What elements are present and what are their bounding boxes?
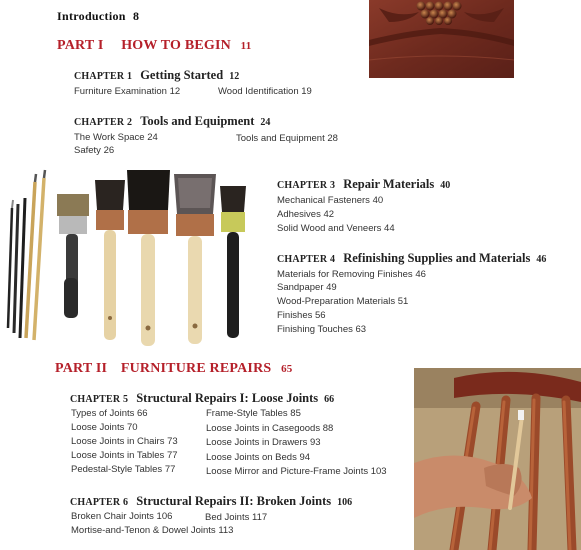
chapter-page: 12 [229,71,240,82]
paint-brushes-illustration [0,168,262,348]
chapter-title: Structural Repairs II: Broken Joints [136,494,332,508]
introduction-page: 8 [133,9,140,23]
carved-wood-photo [369,0,514,78]
chapter-page: 40 [440,180,451,191]
toc-entry: Loose Joints on Beds 94 [206,452,311,463]
chapter-5-heading [70,389,334,407]
chapter-label: CHAPTER 6 [70,497,129,508]
toc-entry: Loose Joints in Casegoods 88 [206,423,334,434]
part-1-heading [57,38,251,54]
chapter-page: 106 [337,497,353,508]
toc-entry: Furniture Examination 12 [74,86,181,97]
chapter-label: CHAPTER 2 [74,117,133,128]
chapter-title: Tools and Equipment [140,114,255,128]
toc-entry: Tools and Equipment 28 [236,133,338,144]
introduction-heading [57,9,139,24]
toc-entry: Loose Joints in Chairs 73 [71,436,178,447]
carved-wood-illustration [369,0,514,78]
part-2-page: 65 [281,363,293,375]
chapter-label: CHAPTER 5 [70,394,129,405]
chair-repair-photo [414,368,581,550]
chapter-1-heading [74,66,239,84]
toc-entry: Broken Chair Joints 106 [71,511,173,522]
toc-entry: Pedestal-Style Tables 77 [71,464,176,475]
toc-entry: Adhesives 42 [277,209,335,220]
toc-entry: Wood Identification 19 [218,86,312,97]
paint-brushes-photo [0,168,262,348]
toc-entry: Loose Joints in Drawers 93 [206,437,321,448]
toc-entry: Solid Wood and Veneers 44 [277,223,395,234]
toc-entry: Loose Joints in Tables 77 [71,450,178,461]
toc-entry: Bed Joints 117 [205,512,268,523]
chapter-page: 46 [536,254,547,265]
chapter-label: CHAPTER 4 [277,254,336,265]
chapter-label: CHAPTER 1 [74,71,133,82]
chapter-title: Getting Started [140,68,224,82]
toc-entry: Mechanical Fasteners 40 [277,195,384,206]
toc-entry: Frame-Style Tables 85 [206,408,301,419]
part-1-title: HOW TO BEGIN [121,38,231,53]
chapter-title: Refinishing Supplies and Materials [343,251,531,265]
toc-entry: Types of Joints 66 [71,408,148,419]
chapter-2-heading [74,112,270,130]
chapter-title: Repair Materials [343,177,435,191]
chapter-3-heading [277,175,450,193]
toc-entry: Materials for Removing Finishes 46 [277,269,426,280]
toc-entry: Loose Mirror and Picture-Frame Joints 103 [206,466,387,477]
toc-entry: Loose Joints 70 [71,422,138,433]
toc-entry: Safety 26 [74,145,115,156]
toc-entry: Mortise-and-Tenon & Dowel Joints 113 [71,525,234,536]
toc-entry: Wood-Preparation Materials 51 [277,296,409,307]
chapter-page: 66 [324,394,335,405]
part-2-title: FURNITURE REPAIRS [120,361,272,376]
part-2-label: PART II [55,361,108,376]
toc-entry: Sandpaper 49 [277,282,337,293]
chapter-label: CHAPTER 3 [277,180,336,191]
toc-entry: The Work Space 24 [74,132,158,143]
chapter-page: 24 [260,117,271,128]
toc-entry: Finishes 56 [277,310,326,321]
toc-entry: Finishing Touches 63 [277,324,367,335]
introduction-label: Introduction [57,9,126,23]
chapter-title: Structural Repairs I: Loose Joints [136,391,319,405]
part-2-heading [55,361,292,377]
chair-repair-illustration [414,368,581,550]
part-1-label: PART I [57,38,104,53]
chapter-4-heading [277,249,546,267]
chapter-6-heading [70,492,352,510]
part-1-page: 11 [240,40,252,52]
